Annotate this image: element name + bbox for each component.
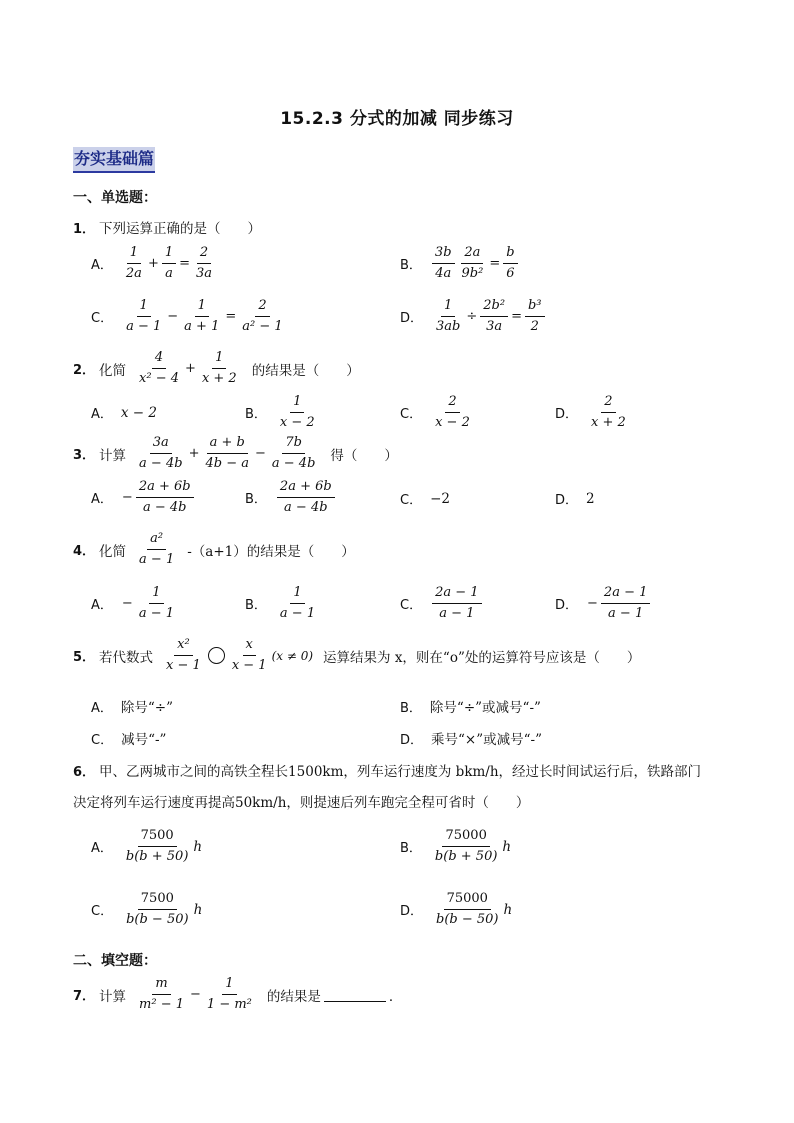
option-value: 除号“÷”或减号“-” — [429, 700, 541, 716]
fraction: $\frac{\text{a²}}{a - 1}$ — [139, 531, 175, 567]
fraction: $\frac{m}{\text{m² − 1}}$ — [139, 976, 185, 1012]
question-3 — [73, 435, 398, 472]
option-label: C． — [91, 311, 114, 326]
question-text: 化简 — [99, 362, 127, 379]
question-5 — [73, 637, 640, 674]
option-label: A． — [91, 841, 113, 856]
question-text: 若代数式 — [99, 649, 154, 666]
q6-option-c[interactable] — [91, 891, 202, 928]
option-label: B． — [400, 841, 422, 856]
option-value: 乘号“×”或减号“-” — [431, 732, 542, 748]
q2-option-c[interactable] — [400, 394, 475, 431]
option-value: x − 2 — [120, 404, 158, 421]
fraction: $\frac{2}{3a}$ — [196, 245, 213, 281]
fraction: $\frac{2a}{\text{9b²}}$ — [461, 245, 484, 281]
fraction: $\frac{1}{a - 1}$ — [126, 298, 162, 334]
fraction: $\frac{2a - 1}{a - 1}$ — [432, 585, 481, 622]
question-text: -（a+1）的结果是（ ） — [187, 543, 355, 560]
q2-option-b[interactable] — [245, 394, 320, 431]
q5-option-d[interactable] — [400, 728, 542, 748]
option-label: D． — [400, 904, 424, 919]
question-number: 5． — [73, 650, 96, 665]
fraction: $\frac{2a - 1}{a - 1}$ — [601, 585, 650, 622]
fraction: $\frac{75000}{b(b - 50)}$ — [436, 891, 499, 927]
question-4 — [73, 531, 355, 568]
option-label: C． — [400, 493, 423, 508]
question-2 — [73, 350, 360, 387]
fraction: $\frac{1}{2a}$ — [125, 245, 142, 281]
fraction: $\frac{2}{\text{a² − 1}}$ — [242, 298, 283, 334]
option-value: 除号“÷” — [120, 700, 174, 716]
option-label: B． — [400, 700, 422, 716]
operator: − — [254, 446, 266, 461]
q3-option-b[interactable] — [245, 479, 337, 516]
fraction: $\frac{1}{x + 2}$ — [201, 350, 237, 386]
fraction: $\frac{1}{a - 1}$ — [279, 585, 316, 621]
q4-option-c[interactable] — [400, 585, 484, 622]
q2-option-d[interactable] — [555, 394, 631, 431]
question-7 — [73, 976, 402, 1013]
fraction: $\frac{2}{x - 2}$ — [435, 394, 470, 430]
fraction: $\frac{\text{b³}}{2}$ — [525, 298, 545, 335]
operator: + — [147, 256, 159, 271]
fraction: $\frac{4}{\text{x² − 4}}$ — [139, 350, 180, 386]
option-label: B． — [245, 598, 267, 613]
operator: = — [225, 309, 237, 324]
fraction: $\frac{1}{x - 2}$ — [279, 394, 315, 430]
operator: = — [179, 256, 191, 271]
part2-heading: 二、填空题： — [73, 953, 157, 969]
fraction: $\frac{2a + 6b}{a - 4b}$ — [277, 479, 335, 516]
fraction: $\frac{b}{6}$ — [503, 245, 517, 282]
option-label: A． — [91, 407, 113, 422]
question-text: 甲、乙两城市之间的高铁全程长1500km，列车运行速度为 bkm/h，经过长时间试运行后，铁路部门 — [99, 764, 702, 780]
unit: h — [193, 901, 203, 918]
q4-option-a[interactable] — [91, 585, 179, 622]
q6-option-b[interactable] — [400, 828, 511, 865]
operator: − — [167, 309, 179, 324]
option-label: D． — [555, 407, 579, 422]
option-label: D． — [400, 311, 424, 326]
option-label: C． — [91, 904, 114, 919]
question-number: 4． — [73, 544, 96, 559]
question-number: 3． — [73, 448, 96, 463]
question-text: 得（ ） — [330, 447, 398, 464]
fraction: $\frac{1}{a - 1}$ — [138, 585, 174, 621]
operator: − — [121, 490, 133, 505]
part1-heading: 一、单选题： — [73, 190, 157, 206]
question-6 — [73, 760, 701, 780]
q3-option-a[interactable] — [91, 479, 196, 516]
question-text: 计算 — [99, 988, 127, 1005]
q2-option-a[interactable] — [91, 403, 157, 422]
question-number: 2． — [73, 363, 96, 378]
fraction: $\frac{7500}{b(b - 50)}$ — [126, 891, 189, 927]
q3-option-c[interactable] — [400, 489, 450, 508]
question-text: 决定将列车运行速度再提高50km/h，则提速后列车跑完全程可省时（ ） — [73, 795, 530, 811]
question-text: ． — [388, 988, 403, 1005]
question-6-line2 — [73, 791, 529, 811]
unit: h — [193, 838, 203, 855]
q4-option-b[interactable] — [245, 585, 320, 622]
operator: = — [489, 256, 501, 271]
option-label: D． — [555, 493, 579, 508]
option-label: A． — [91, 700, 113, 716]
fraction: $\frac{1}{a}$ — [162, 245, 176, 282]
operator-circle-icon — [208, 647, 225, 664]
operator: − — [121, 596, 133, 611]
section-badge: 夯实基础篇 — [73, 147, 155, 173]
option-label: C． — [400, 407, 423, 422]
option-label: B． — [245, 492, 267, 507]
fraction: $\frac{3a}{a - 4b}$ — [139, 435, 183, 471]
operator: − — [190, 987, 201, 1002]
q1-option-b[interactable] — [400, 245, 520, 282]
operator: − — [587, 596, 598, 611]
fraction: $\frac{7b}{a - 4b}$ — [271, 435, 316, 471]
fraction: $\frac{1}{a + 1}$ — [184, 298, 220, 334]
question-text: 化简 — [99, 543, 127, 560]
question-1 — [73, 217, 261, 237]
option-label: D． — [555, 598, 579, 613]
fraction: $\frac{3b}{4a}$ — [432, 245, 455, 282]
q1-option-c[interactable] — [91, 298, 288, 335]
option-value: 2 — [586, 490, 595, 507]
q5-option-b[interactable] — [400, 696, 541, 716]
operator: + — [188, 446, 200, 461]
q5-option-c[interactable] — [91, 728, 166, 748]
fraction: $\frac{x}{x - 1}$ — [231, 637, 267, 673]
unit: h — [502, 838, 512, 855]
option-label: A． — [91, 258, 113, 273]
question-number: 7． — [73, 989, 96, 1004]
question-text: 的结果是 — [266, 988, 321, 1005]
unit: h — [503, 901, 513, 918]
q3-option-d[interactable] — [555, 489, 595, 508]
fraction: $\frac{1}{\text{1 − m²}}$ — [206, 976, 252, 1012]
answer-blank[interactable] — [324, 987, 386, 1002]
operator: = — [511, 309, 522, 324]
fraction: $\frac{2}{x + 2}$ — [591, 394, 626, 430]
fraction: $\frac{a + b}{4b - a}$ — [205, 435, 249, 471]
fraction: $\frac{\text{2b²}}{3a}$ — [480, 298, 508, 335]
option-value: −2 — [430, 490, 450, 507]
operator: ÷ — [466, 309, 478, 324]
q6-option-a[interactable] — [91, 828, 202, 865]
question-number: 6． — [73, 764, 96, 780]
condition: (x ≠ 0) — [271, 648, 314, 663]
page-title: 15.2.3 分式的加减 同步练习 — [280, 109, 514, 129]
question-text: 的结果是（ ） — [251, 362, 360, 379]
option-label: C． — [91, 732, 114, 748]
option-label: A． — [91, 598, 113, 613]
option-label: B． — [400, 258, 422, 273]
fraction: $\frac{1}{3ab}$ — [436, 298, 461, 334]
q6-option-d[interactable] — [400, 891, 512, 928]
q1-option-d[interactable] — [400, 298, 547, 335]
q4-option-d[interactable] — [555, 585, 652, 622]
option-label: D． — [400, 732, 424, 748]
fraction: $\frac{2a + 6b}{a - 4b}$ — [136, 479, 194, 516]
question-text: 计算 — [99, 447, 127, 464]
question-text: 下列运算正确的是（ ） — [99, 221, 262, 237]
question-number: 1． — [73, 221, 96, 237]
option-label: C． — [400, 598, 423, 613]
fraction: $\frac{7500}{b(b + 50)}$ — [125, 828, 189, 864]
option-label: A． — [91, 492, 113, 507]
option-value: 减号“-” — [121, 732, 167, 748]
fraction: $\frac{\text{x²}}{x - 1}$ — [166, 637, 201, 673]
fraction: $\frac{75000}{b(b + 50)}$ — [434, 828, 498, 864]
option-label: B． — [245, 407, 267, 422]
question-text: 运算结果为 x，则在“o”处的运算符号应该是（ ） — [323, 649, 641, 666]
q5-option-a[interactable] — [91, 696, 173, 716]
operator: + — [185, 361, 196, 376]
q1-option-a[interactable] — [91, 245, 217, 282]
